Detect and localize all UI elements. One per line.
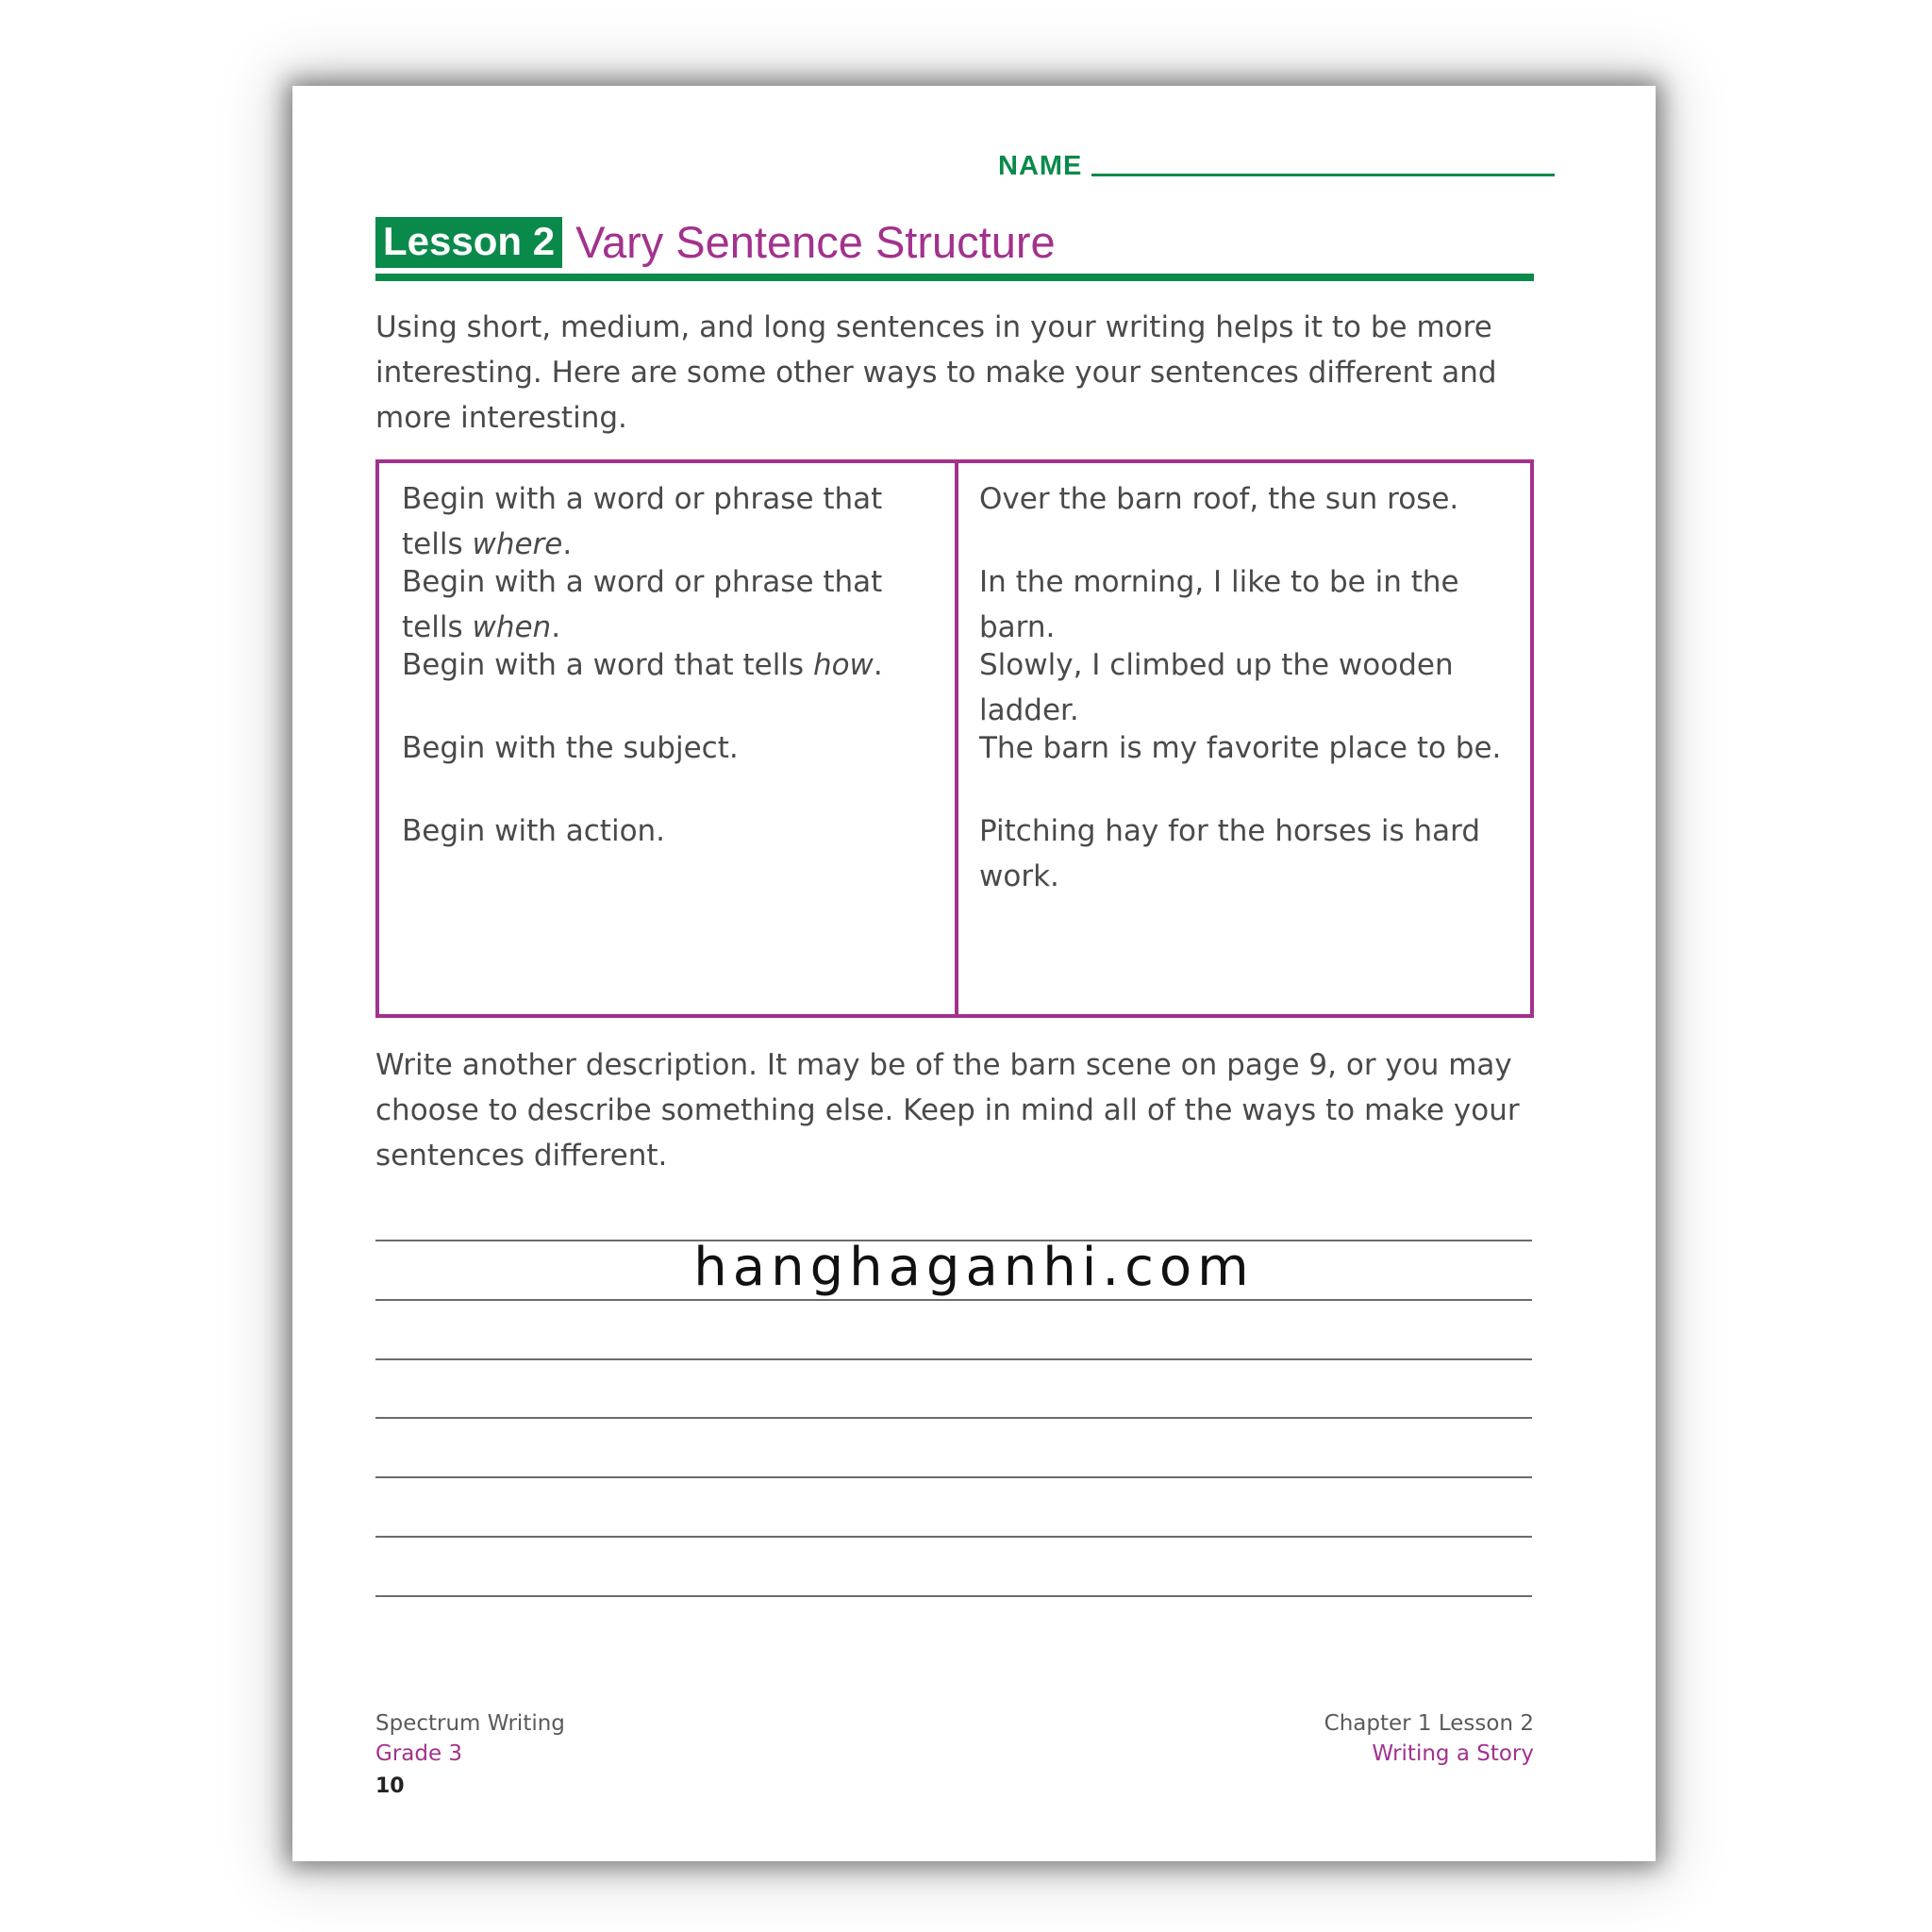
table-rule-cell: Begin with action.	[402, 814, 666, 848]
lesson-badge: Lesson 2	[375, 217, 562, 268]
name-write-line[interactable]	[1091, 174, 1555, 176]
name-label: NAME	[998, 151, 1083, 181]
writing-line[interactable]	[375, 1358, 1532, 1360]
instructions-paragraph: Write another description. It may be of the barn scene on page 9, or you may choose to describe something else. Keep in mind all of the ways to make your sentences different.	[375, 1048, 1520, 1173]
title-divider	[375, 274, 1534, 281]
table-example-cell: Pitching hay for the horses is hard work.	[979, 814, 1481, 893]
footer-series: Spectrum Writing	[375, 1711, 565, 1736]
table-rule-cell: Begin with a word that tells how.	[402, 648, 883, 682]
table-rule-cell: Begin with the subject.	[402, 731, 739, 765]
name-field	[998, 142, 1555, 180]
sentence-ways-table	[375, 459, 1534, 1018]
table-rule-cell: Begin with a word or phrase that tells where.	[402, 482, 883, 561]
page-number: 10	[375, 1774, 405, 1798]
footer-right	[1324, 1708, 1534, 1769]
table-example-cell: Over the barn roof, the sun rose.	[979, 482, 1459, 516]
table-column-divider	[955, 463, 958, 1014]
footer-grade: Grade 3	[375, 1741, 463, 1766]
worksheet-page	[292, 86, 1656, 1861]
footer-section: Writing a Story	[1372, 1741, 1534, 1766]
writing-line[interactable]	[375, 1476, 1532, 1478]
writing-line[interactable]	[375, 1417, 1532, 1419]
footer-chapter: Chapter 1 Lesson 2	[1324, 1711, 1534, 1736]
footer-left	[375, 1708, 565, 1805]
table-rule-cell: Begin with a word or phrase that tells when.	[402, 565, 883, 644]
table-example-cell: Slowly, I climbed up the wooden ladder.	[979, 648, 1454, 727]
table-example-cell: The barn is my favorite place to be.	[979, 731, 1502, 765]
lesson-heading	[375, 214, 1534, 271]
watermark-text: hanghaganhi.com	[693, 1237, 1255, 1298]
writing-line[interactable]	[375, 1299, 1532, 1301]
intro-paragraph: Using short, medium, and long sentences in your writing helps it to be more interesting. Here are some other ways to make your sentences different and more interesting.	[375, 310, 1497, 435]
table-example-cell: In the morning, I like to be in the barn.	[979, 565, 1459, 644]
lesson-title: Vary Sentence Structure	[575, 217, 1056, 268]
writing-line[interactable]	[375, 1595, 1532, 1597]
writing-line[interactable]	[375, 1536, 1532, 1538]
